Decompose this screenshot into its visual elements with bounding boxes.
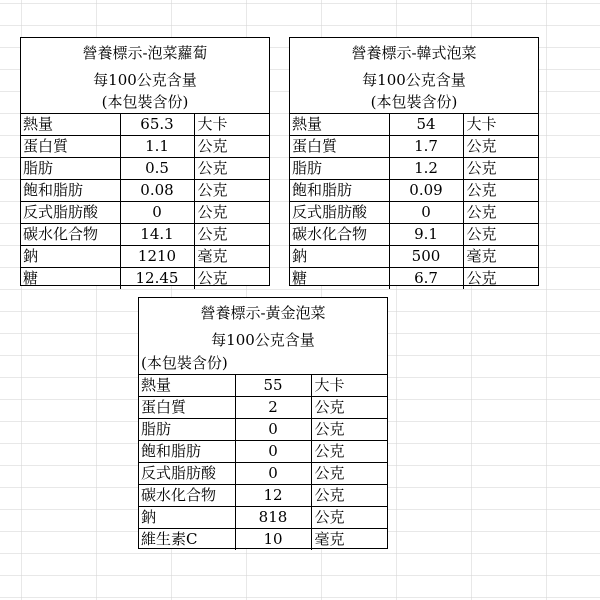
nutrient-value: 1.1 — [120, 136, 194, 158]
table-row — [21, 114, 269, 136]
nutrient-value: 9.1 — [389, 224, 463, 246]
nutrient-name: 蛋白質 — [290, 136, 389, 158]
nutrient-unit: 公克 — [463, 158, 538, 180]
nutrient-name: 飽和脂肪 — [290, 180, 389, 202]
nutrient-name: 蛋白質 — [21, 136, 120, 158]
nutrient-unit: 公克 — [311, 463, 387, 485]
nutrient-value: 1210 — [120, 246, 194, 268]
nutrient-name: 反式脂肪酸 — [290, 202, 389, 224]
nutrient-value: 0 — [235, 441, 311, 463]
nutrition-table — [290, 114, 538, 289]
table-row — [21, 158, 269, 180]
table-row — [139, 419, 387, 441]
nutrient-name: 熱量 — [292, 115, 323, 133]
label-basis: 每100公克含量 — [93, 71, 197, 89]
table-row — [139, 397, 387, 419]
label-title: 營養標示-黃金泡菜 — [200, 304, 326, 322]
nutrient-value: 0.08 — [120, 180, 194, 202]
nutrient-value: 14.1 — [120, 224, 194, 246]
nutrient-name: 脂肪 — [290, 158, 389, 180]
label-title: 營養標示-泡菜蘿蔔 — [82, 44, 208, 62]
nutrient-unit: 公克 — [311, 397, 387, 419]
table-row — [21, 202, 269, 224]
table-row — [139, 507, 387, 529]
nutrient-name: 鈉 — [290, 246, 389, 268]
nutrition-label-radish — [20, 37, 270, 286]
table-row — [21, 180, 269, 202]
nutrient-unit: 毫克 — [311, 529, 387, 551]
nutrient-value: 12 — [235, 485, 311, 507]
nutrient-value: 65.3 — [120, 114, 194, 136]
table-row — [290, 268, 538, 290]
nutrient-name: 熱量 — [141, 376, 172, 394]
nutrient-name: 反式脂肪酸 — [139, 463, 235, 485]
label-package: (本包裝含份) — [139, 352, 387, 375]
nutrient-value: 0 — [235, 463, 311, 485]
nutrient-value: 1.2 — [389, 158, 463, 180]
table-row — [290, 246, 538, 268]
nutrient-unit: 公克 — [194, 268, 269, 290]
nutrient-unit: 大卡 — [463, 114, 538, 136]
nutrient-value: 6.7 — [389, 268, 463, 290]
table-row — [139, 463, 387, 485]
nutrient-unit: 公克 — [311, 485, 387, 507]
table-row — [139, 485, 387, 507]
nutrient-unit: 公克 — [194, 224, 269, 246]
table-row — [290, 114, 538, 136]
nutrient-unit: 大卡 — [194, 114, 269, 136]
nutrient-value: 500 — [389, 246, 463, 268]
nutrient-unit: 大卡 — [311, 375, 387, 397]
nutrient-name: 碳水化合物 — [290, 224, 389, 246]
nutrient-name: 鈉 — [139, 507, 235, 529]
nutrient-name: 鈉 — [21, 246, 120, 268]
nutrient-name: 碳水化合物 — [21, 224, 120, 246]
nutrient-unit: 毫克 — [463, 246, 538, 268]
nutrient-unit: 公克 — [463, 268, 538, 290]
nutrient-value: 12.45 — [120, 268, 194, 290]
nutrient-unit: 公克 — [194, 136, 269, 158]
nutrient-name: 蛋白質 — [139, 397, 235, 419]
nutrient-unit: 毫克 — [194, 246, 269, 268]
nutrient-value: 55 — [235, 375, 311, 397]
table-row — [139, 441, 387, 463]
label-basis: 每100公克含量 — [362, 71, 466, 89]
nutrient-name: 糖 — [290, 268, 389, 290]
table-row — [21, 224, 269, 246]
label-basis: 每100公克含量 — [211, 331, 315, 349]
table-row — [290, 158, 538, 180]
label-package: (本包裝含份) — [21, 91, 269, 114]
nutrient-value: 0 — [120, 202, 194, 224]
nutrient-value: 0 — [235, 419, 311, 441]
table-row — [21, 136, 269, 158]
nutrient-value: 818 — [235, 507, 311, 529]
nutrient-value: 2 — [235, 397, 311, 419]
label-package: (本包裝含份) — [290, 91, 538, 114]
nutrient-unit: 公克 — [194, 158, 269, 180]
nutrient-name: 飽和脂肪 — [21, 180, 120, 202]
table-row — [290, 136, 538, 158]
nutrient-unit: 公克 — [463, 224, 538, 246]
nutrient-unit: 公克 — [194, 202, 269, 224]
nutrient-unit: 公克 — [311, 419, 387, 441]
nutrient-value: 54 — [389, 114, 463, 136]
nutrient-name: 糖 — [21, 268, 120, 290]
nutrient-unit: 公克 — [311, 507, 387, 529]
nutrient-unit: 公克 — [463, 136, 538, 158]
nutrient-name: 熱量 — [23, 115, 54, 133]
nutrient-name: 碳水化合物 — [139, 485, 235, 507]
nutrient-name: 維生素C — [139, 529, 235, 551]
nutrient-value: 0.5 — [120, 158, 194, 180]
nutrition-table — [21, 114, 269, 289]
nutrient-unit: 公克 — [311, 441, 387, 463]
table-row — [139, 529, 387, 551]
table-row — [290, 202, 538, 224]
nutrient-unit: 公克 — [463, 202, 538, 224]
nutrient-value: 0 — [389, 202, 463, 224]
table-row — [21, 246, 269, 268]
nutrition-label-korean-kimchi — [289, 37, 539, 286]
nutrition-table — [139, 375, 387, 550]
nutrient-unit: 公克 — [463, 180, 538, 202]
nutrient-value: 1.7 — [389, 136, 463, 158]
nutrient-unit: 公克 — [194, 180, 269, 202]
nutrient-name: 反式脂肪酸 — [21, 202, 120, 224]
nutrient-name: 脂肪 — [139, 419, 235, 441]
table-row — [290, 180, 538, 202]
nutrition-label-golden-kimchi — [138, 297, 388, 549]
nutrient-value: 10 — [235, 529, 311, 551]
table-row — [290, 224, 538, 246]
label-title: 營養標示-韓式泡菜 — [351, 44, 477, 62]
nutrient-name: 脂肪 — [21, 158, 120, 180]
table-row — [139, 375, 387, 397]
nutrient-name: 飽和脂肪 — [139, 441, 235, 463]
table-row — [21, 268, 269, 290]
nutrient-value: 0.09 — [389, 180, 463, 202]
